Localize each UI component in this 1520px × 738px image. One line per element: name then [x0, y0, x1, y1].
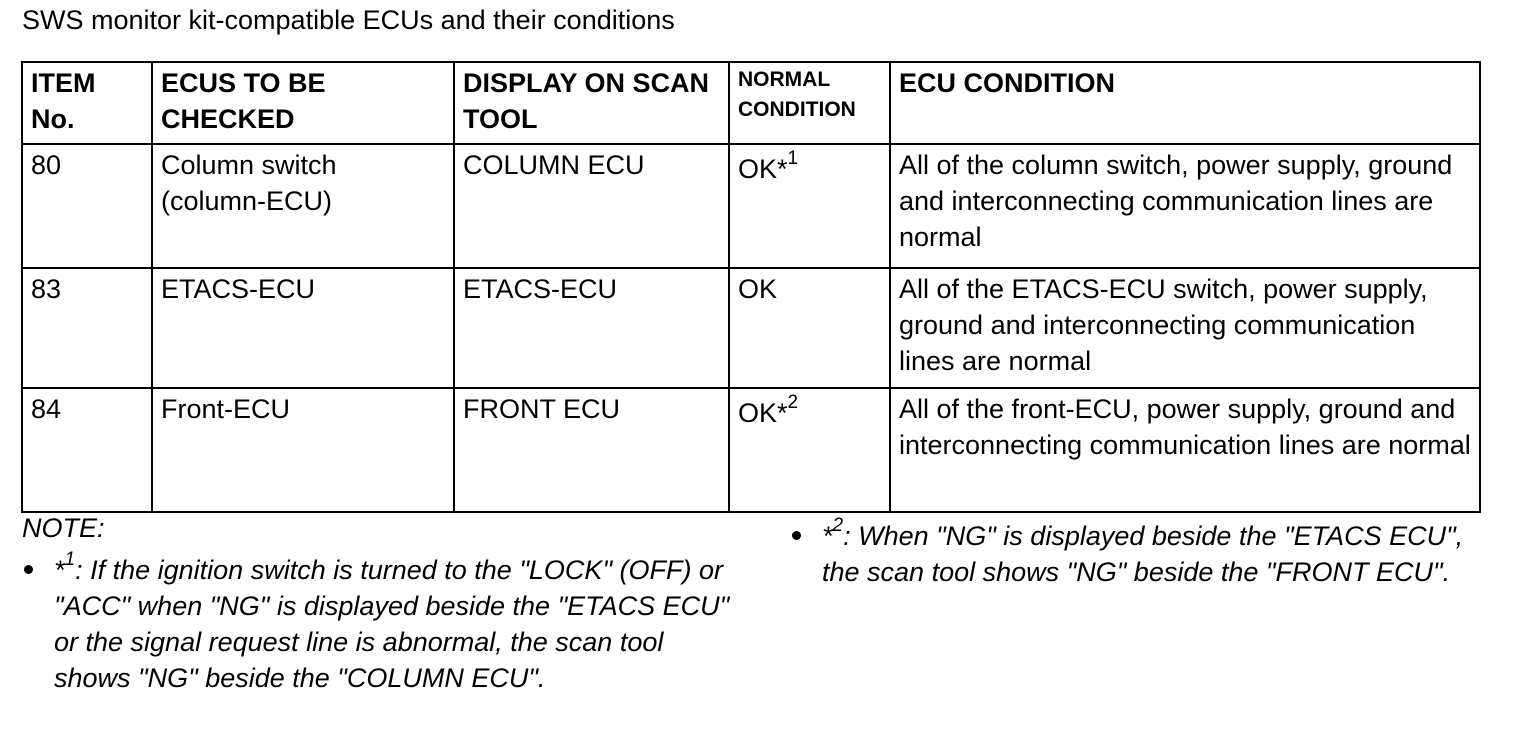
notes-left-column	[22, 510, 742, 696]
note-item	[22, 549, 742, 696]
bullet-dot-icon	[792, 531, 801, 540]
cell-item-no: 83	[22, 268, 152, 388]
note-text: : When "NG" is displayed beside the "ETACS ECU", the scan tool shows "NG" beside the "FRONT ECU".	[822, 521, 1464, 587]
table-header-row	[22, 62, 1480, 144]
note-marker-sup: 2	[832, 515, 844, 536]
header-normal-condition: NORMAL CONDITION	[729, 62, 890, 144]
cell-normal-condition	[729, 388, 890, 512]
header-display-on-scan-tool: DISPLAY ON SCAN TOOL	[454, 62, 729, 144]
cell-ecu-name: Column switch (column-ECU)	[152, 144, 454, 268]
header-ecu-condition: ECU CONDITION	[890, 62, 1480, 144]
bullet-dot-icon	[24, 565, 33, 574]
document-title: SWS monitor kit-compatible ECUs and their conditions	[22, 5, 675, 35]
note-marker: *	[54, 555, 65, 585]
cell-scan-display: FRONT ECU	[454, 388, 729, 512]
cell-ecu-name: ETACS-ECU	[152, 268, 454, 388]
notes-right-column	[790, 515, 1490, 590]
note-heading: NOTE:	[22, 513, 105, 543]
header-ecus-to-be-checked: ECUS TO BE CHECKED	[152, 62, 454, 144]
cell-normal-condition	[729, 268, 890, 388]
note-item	[790, 515, 1490, 590]
cell-normal-condition	[729, 144, 890, 268]
cell-ecu-condition: All of the column switch, power supply, ground and interconnecting communication lines are normal	[890, 144, 1480, 268]
ecu-conditions-table	[21, 61, 1481, 513]
cell-ecu-condition: All of the ETACS-ECU switch, power supply, ground and interconnecting communication lines are normal	[890, 268, 1480, 388]
normal-value: OK*	[738, 398, 788, 428]
table-row	[22, 268, 1480, 388]
note-marker: *	[822, 521, 833, 551]
header-item-no: ITEM No.	[22, 62, 152, 144]
note-text: : If the ignition switch is turned to the "LOCK" (OFF) or "ACC" when "NG" is displayed beside the "ETACS ECU" or the signal request line is abnormal, the scan tool shows "NG" beside the "COLUMN ECU".	[54, 555, 730, 693]
cell-ecu-condition: All of the front-ECU, power supply, ground and interconnecting communication lines are normal	[890, 388, 1480, 512]
normal-value: OK	[738, 274, 778, 304]
table-row	[22, 144, 1480, 268]
cell-scan-display: ETACS-ECU	[454, 268, 729, 388]
cell-ecu-name: Front-ECU	[152, 388, 454, 512]
footnote-marker: 1	[787, 148, 799, 169]
table-row	[22, 388, 1480, 512]
normal-value: OK*	[738, 154, 788, 184]
cell-scan-display: COLUMN ECU	[454, 144, 729, 268]
cell-item-no: 80	[22, 144, 152, 268]
note-marker-sup: 1	[64, 549, 76, 570]
footnote-marker: 2	[787, 392, 799, 413]
cell-item-no: 84	[22, 388, 152, 512]
